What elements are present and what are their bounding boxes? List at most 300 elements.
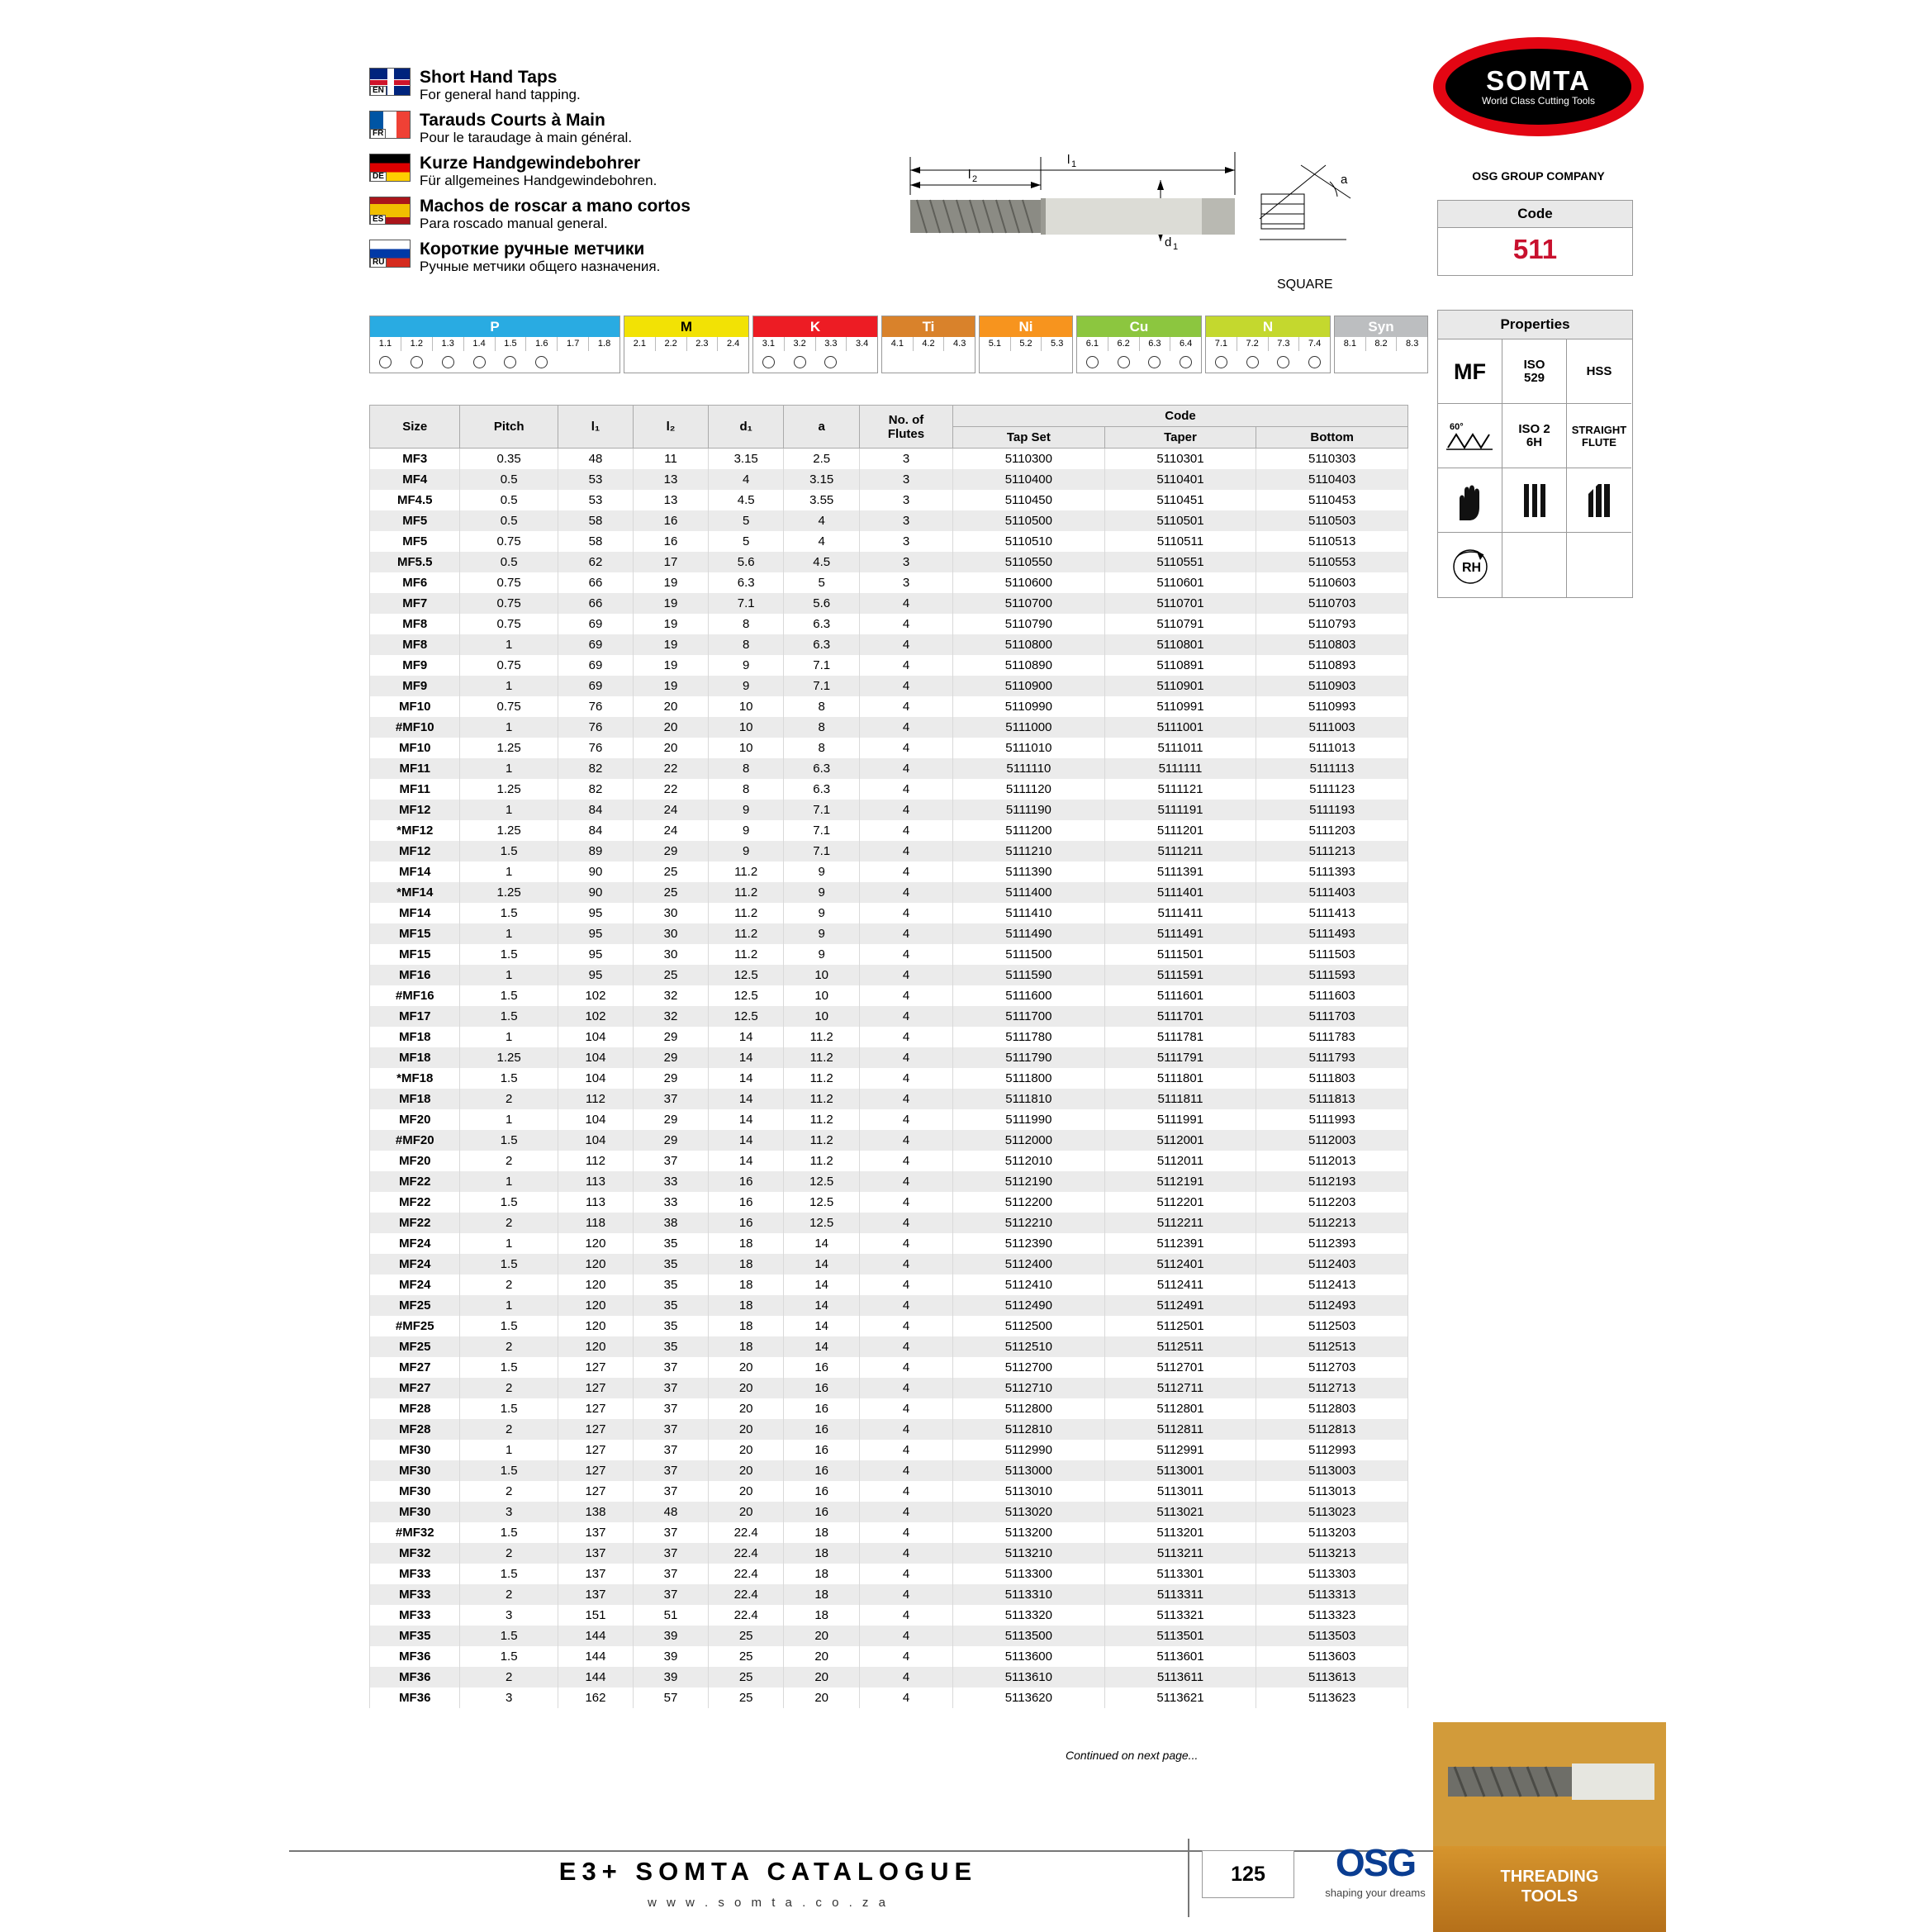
- table-cell: 5110791: [1104, 614, 1256, 634]
- table-cell: 3.15: [784, 469, 860, 490]
- language-row-ru: [369, 240, 832, 275]
- table-cell: 4: [859, 758, 952, 779]
- table-cell: 5110501: [1104, 510, 1256, 531]
- table-cell: 16: [784, 1481, 860, 1502]
- table-cell: 5112190: [953, 1171, 1105, 1192]
- flag-uk-icon: [369, 68, 411, 96]
- table-row: [370, 1213, 1408, 1233]
- cell-size: MF22: [370, 1192, 460, 1213]
- table-cell: 5111113: [1256, 758, 1408, 779]
- table-cell: 95: [558, 944, 633, 965]
- table-cell: 5110453: [1256, 490, 1408, 510]
- table-cell: 5110903: [1256, 676, 1408, 696]
- table-cell: 5111780: [953, 1027, 1105, 1047]
- cell-size: *MF12: [370, 820, 460, 841]
- table-cell: 35: [634, 1254, 709, 1275]
- cell-size: MF5.5: [370, 552, 460, 572]
- table-cell: 5113201: [1104, 1522, 1256, 1543]
- table-cell: 19: [634, 572, 709, 593]
- table-cell: 37: [634, 1151, 709, 1171]
- somta-logo: [1433, 37, 1644, 136]
- property-hss: HSS: [1567, 339, 1631, 404]
- logo-tagline: World Class Cutting Tools: [1482, 95, 1595, 107]
- table-cell: 1.5: [460, 1522, 558, 1543]
- table-cell: 35: [634, 1316, 709, 1336]
- table-cell: 5111411: [1104, 903, 1256, 923]
- table-cell: 3: [859, 449, 952, 470]
- table-cell: 66: [558, 572, 633, 593]
- table-cell: 1.25: [460, 738, 558, 758]
- table-cell: 16: [634, 531, 709, 552]
- table-cell: 113: [558, 1171, 633, 1192]
- table-cell: 5113611: [1104, 1667, 1256, 1688]
- table-cell: 120: [558, 1233, 633, 1254]
- table-cell: 1.5: [460, 1646, 558, 1667]
- table-cell: 5113203: [1256, 1522, 1408, 1543]
- table-cell: 1.5: [460, 1068, 558, 1089]
- table-row: [370, 738, 1408, 758]
- table-cell: 38: [634, 1213, 709, 1233]
- table-cell: 4: [859, 862, 952, 882]
- table-cell: 18: [708, 1295, 784, 1316]
- property-iso2-6h: ISO 2 6H: [1502, 404, 1567, 468]
- table-cell: 137: [558, 1564, 633, 1584]
- table-cell: 3: [460, 1605, 558, 1626]
- table-cell: 5110701: [1104, 593, 1256, 614]
- table-cell: 5112211: [1104, 1213, 1256, 1233]
- table-cell: 12.5: [708, 1006, 784, 1027]
- table-row: [370, 944, 1408, 965]
- table-cell: 5112400: [953, 1254, 1105, 1275]
- table-cell: 11.2: [708, 944, 784, 965]
- col-code-group: Code: [953, 406, 1408, 427]
- table-cell: 5111191: [1104, 800, 1256, 820]
- table-cell: 5112003: [1256, 1130, 1408, 1151]
- table-cell: 57: [634, 1688, 709, 1708]
- table-cell: 20: [708, 1440, 784, 1460]
- table-cell: 5112213: [1256, 1213, 1408, 1233]
- table-cell: 6.3: [708, 572, 784, 593]
- material-group-syn: [1334, 316, 1428, 373]
- lang-code-de: DE: [370, 172, 387, 182]
- table-row: [370, 1254, 1408, 1275]
- table-cell: 5111800: [953, 1068, 1105, 1089]
- table-cell: 25: [708, 1626, 784, 1646]
- table-cell: 5113501: [1104, 1626, 1256, 1646]
- table-cell: 8: [708, 779, 784, 800]
- table-cell: 19: [634, 634, 709, 655]
- table-cell: 4: [859, 1688, 952, 1708]
- lang-desc-ru: Ручные метчики общего назначения.: [420, 259, 661, 274]
- table-cell: 1: [460, 717, 558, 738]
- table-cell: 69: [558, 634, 633, 655]
- svg-text:2: 2: [972, 174, 978, 184]
- table-cell: 1: [460, 634, 558, 655]
- cell-size: MF11: [370, 758, 460, 779]
- table-cell: 5111123: [1256, 779, 1408, 800]
- table-cell: 30: [634, 944, 709, 965]
- table-cell: 1.5: [460, 903, 558, 923]
- table-cell: 5112390: [953, 1233, 1105, 1254]
- table-cell: 5111110: [953, 758, 1105, 779]
- table-cell: 5110551: [1104, 552, 1256, 572]
- cell-size: MF36: [370, 1646, 460, 1667]
- table-cell: 1: [460, 758, 558, 779]
- table-cell: 4: [859, 1254, 952, 1275]
- table-cell: 0.75: [460, 696, 558, 717]
- table-cell: 5111810: [953, 1089, 1105, 1109]
- table-cell: 2: [460, 1336, 558, 1357]
- table-cell: 104: [558, 1109, 633, 1130]
- table-row: [370, 1336, 1408, 1357]
- table-cell: 1: [460, 1027, 558, 1047]
- table-cell: 33: [634, 1171, 709, 1192]
- table-cell: 6.3: [784, 634, 860, 655]
- table-cell: 137: [558, 1543, 633, 1564]
- table-cell: 11.2: [784, 1047, 860, 1068]
- table-cell: 5111403: [1256, 882, 1408, 903]
- language-row-de: [369, 154, 832, 189]
- table-cell: 9: [708, 676, 784, 696]
- table-cell: 5111813: [1256, 1089, 1408, 1109]
- table-cell: 95: [558, 965, 633, 985]
- table-cell: 14: [708, 1109, 784, 1130]
- table-cell: 5113311: [1104, 1584, 1256, 1605]
- table-row: [370, 510, 1408, 531]
- table-row: [370, 779, 1408, 800]
- table-cell: 5112011: [1104, 1151, 1256, 1171]
- table-row: [370, 758, 1408, 779]
- table-cell: 5111701: [1104, 1006, 1256, 1027]
- table-cell: 69: [558, 676, 633, 696]
- table-cell: 35: [634, 1336, 709, 1357]
- table-cell: 5111200: [953, 820, 1105, 841]
- table-cell: 4: [859, 614, 952, 634]
- properties-box: [1437, 310, 1633, 598]
- cell-size: MF30: [370, 1502, 460, 1522]
- table-cell: 14: [784, 1316, 860, 1336]
- material-sub: 2.2: [656, 337, 687, 351]
- cell-size: MF32: [370, 1543, 460, 1564]
- table-cell: 25: [708, 1667, 784, 1688]
- table-cell: 5.6: [784, 593, 860, 614]
- table-cell: 5111700: [953, 1006, 1105, 1027]
- table-cell: 37: [634, 1357, 709, 1378]
- table-cell: 53: [558, 469, 633, 490]
- table-cell: 104: [558, 1027, 633, 1047]
- table-cell: 0.5: [460, 552, 558, 572]
- lang-title-es: Machos de roscar a mano cortos: [420, 197, 691, 216]
- table-cell: 5111193: [1256, 800, 1408, 820]
- table-cell: 37: [634, 1584, 709, 1605]
- lang-desc-en: For general hand tapping.: [420, 87, 581, 102]
- language-row-en: [369, 68, 832, 103]
- table-cell: 39: [634, 1667, 709, 1688]
- table-row: [370, 1171, 1408, 1192]
- cell-size: MF14: [370, 903, 460, 923]
- table-cell: 5111591: [1104, 965, 1256, 985]
- code-box-header: Code: [1438, 201, 1632, 228]
- table-cell: 4: [859, 1543, 952, 1564]
- table-cell: 112: [558, 1089, 633, 1109]
- property-iso529: ISO 529: [1502, 339, 1567, 404]
- table-row: [370, 841, 1408, 862]
- table-cell: 144: [558, 1667, 633, 1688]
- cell-size: MF11: [370, 779, 460, 800]
- svg-text:d: d: [1165, 235, 1172, 249]
- table-cell: 5111013: [1256, 738, 1408, 758]
- table-cell: 5111213: [1256, 841, 1408, 862]
- code-box-value: 511: [1512, 234, 1558, 264]
- table-cell: 7.1: [784, 841, 860, 862]
- table-cell: 4: [859, 779, 952, 800]
- table-cell: 5111790: [953, 1047, 1105, 1068]
- table-cell: 5110553: [1256, 552, 1408, 572]
- table-cell: 5110803: [1256, 634, 1408, 655]
- table-cell: 0.5: [460, 490, 558, 510]
- table-cell: 5111410: [953, 903, 1105, 923]
- table-cell: 37: [634, 1089, 709, 1109]
- svg-text:RH: RH: [1461, 561, 1481, 575]
- table-cell: 5111190: [953, 800, 1105, 820]
- table-cell: 3: [859, 469, 952, 490]
- table-cell: 5110790: [953, 614, 1105, 634]
- cell-size: MF6: [370, 572, 460, 593]
- table-cell: 18: [708, 1275, 784, 1295]
- table-cell: 14: [708, 1027, 784, 1047]
- table-row: [370, 1316, 1408, 1336]
- table-cell: 14: [708, 1151, 784, 1171]
- table-cell: 22.4: [708, 1605, 784, 1626]
- property-empty-1: [1502, 533, 1567, 597]
- table-cell: 5110800: [953, 634, 1105, 655]
- table-cell: 0.75: [460, 593, 558, 614]
- table-cell: 35: [634, 1295, 709, 1316]
- table-cell: 32: [634, 1006, 709, 1027]
- table-cell: 5113310: [953, 1584, 1105, 1605]
- table-cell: 5111993: [1256, 1109, 1408, 1130]
- material-group-p: [369, 316, 620, 373]
- cell-size: MF36: [370, 1667, 460, 1688]
- language-block: [369, 68, 832, 282]
- table-cell: 1.5: [460, 1626, 558, 1646]
- table-cell: 5112001: [1104, 1130, 1256, 1151]
- table-cell: 5110801: [1104, 634, 1256, 655]
- table-cell: 1.5: [460, 944, 558, 965]
- table-cell: 5112391: [1104, 1233, 1256, 1254]
- cell-size: MF5: [370, 531, 460, 552]
- table-row: [370, 923, 1408, 944]
- table-cell: 37: [634, 1460, 709, 1481]
- table-cell: 3: [460, 1502, 558, 1522]
- table-body: [370, 449, 1408, 1709]
- table-cell: 4: [859, 985, 952, 1006]
- table-cell: 12.5: [708, 965, 784, 985]
- cell-size: MF18: [370, 1027, 460, 1047]
- material-group-ti: [881, 316, 975, 373]
- table-cell: 5: [708, 510, 784, 531]
- property-empty-2: [1567, 533, 1631, 597]
- table-cell: 4: [859, 800, 952, 820]
- table-cell: 1: [460, 965, 558, 985]
- table-cell: 3.15: [708, 449, 784, 470]
- svg-text:60°: 60°: [1449, 421, 1464, 432]
- table-cell: 127: [558, 1419, 633, 1440]
- footer-url[interactable]: w w w . s o m t a . c o . z a: [648, 1896, 889, 1910]
- right-hand-icon: [1438, 533, 1502, 597]
- table-cell: 39: [634, 1646, 709, 1667]
- table-row: [370, 1626, 1408, 1646]
- table-cell: 12.5: [784, 1171, 860, 1192]
- cell-size: MF35: [370, 1626, 460, 1646]
- language-row-es: [369, 197, 832, 232]
- svg-text:l: l: [968, 168, 971, 182]
- table-cell: 32: [634, 985, 709, 1006]
- table-cell: 0.75: [460, 531, 558, 552]
- table-cell: 127: [558, 1440, 633, 1460]
- material-sub: 1.7: [558, 337, 589, 351]
- specification-table: [369, 405, 1408, 1708]
- table-cell: 33: [634, 1192, 709, 1213]
- language-row-fr: [369, 111, 832, 146]
- flag-russia-icon: [369, 240, 411, 268]
- table-row: [370, 903, 1408, 923]
- table-cell: 5113623: [1256, 1688, 1408, 1708]
- material-sub: 7.1: [1206, 337, 1237, 351]
- table-cell: 127: [558, 1460, 633, 1481]
- table-cell: 113: [558, 1192, 633, 1213]
- table-cell: 18: [708, 1254, 784, 1275]
- table-cell: 90: [558, 882, 633, 903]
- material-sub: 3.2: [785, 337, 816, 351]
- table-cell: 4: [859, 634, 952, 655]
- table-cell: 12.5: [784, 1213, 860, 1233]
- table-cell: 13: [634, 469, 709, 490]
- material-sub: 1.4: [464, 337, 496, 351]
- cell-size: MF4.5: [370, 490, 460, 510]
- table-row: [370, 1398, 1408, 1419]
- material-sub: 1.3: [433, 337, 464, 351]
- table-cell: 29: [634, 1027, 709, 1047]
- lang-title-ru: Короткие ручные метчики: [420, 240, 645, 259]
- material-sub: 5.1: [980, 337, 1011, 351]
- table-cell: 14: [708, 1047, 784, 1068]
- table-cell: 4: [859, 1646, 952, 1667]
- table-cell: 16: [708, 1192, 784, 1213]
- svg-text:1: 1: [1071, 159, 1077, 169]
- table-cell: 22: [634, 758, 709, 779]
- table-cell: 5110991: [1104, 696, 1256, 717]
- table-cell: 5112411: [1104, 1275, 1256, 1295]
- table-cell: 5110403: [1256, 469, 1408, 490]
- table-cell: 1.5: [460, 1460, 558, 1481]
- table-cell: 16: [634, 510, 709, 531]
- table-cell: 127: [558, 1378, 633, 1398]
- material-sub: 4.1: [882, 337, 914, 351]
- cell-size: MF24: [370, 1275, 460, 1295]
- property-mf: MF: [1438, 339, 1502, 404]
- table-cell: 22: [634, 779, 709, 800]
- table-cell: 5113503: [1256, 1626, 1408, 1646]
- table-cell: 0.35: [460, 449, 558, 470]
- table-cell: 16: [784, 1502, 860, 1522]
- table-cell: 5110601: [1104, 572, 1256, 593]
- table-cell: 11.2: [784, 1130, 860, 1151]
- table-cell: 5113601: [1104, 1646, 1256, 1667]
- table-cell: 20: [708, 1398, 784, 1419]
- table-cell: 5113210: [953, 1543, 1105, 1564]
- table-cell: 29: [634, 1047, 709, 1068]
- material-sub: 7.3: [1269, 337, 1300, 351]
- table-cell: 4: [859, 655, 952, 676]
- table-cell: 102: [558, 985, 633, 1006]
- table-row: [370, 1584, 1408, 1605]
- table-cell: 2: [460, 1481, 558, 1502]
- table-cell: 120: [558, 1295, 633, 1316]
- table-cell: 5112713: [1256, 1378, 1408, 1398]
- material-sub: 5.3: [1051, 339, 1064, 349]
- table-cell: 5110993: [1256, 696, 1408, 717]
- table-cell: 9: [784, 862, 860, 882]
- table-cell: 18: [784, 1543, 860, 1564]
- table-cell: 5112013: [1256, 1151, 1408, 1171]
- table-row: [370, 1047, 1408, 1068]
- cell-size: MF17: [370, 1006, 460, 1027]
- table-cell: 5112413: [1256, 1275, 1408, 1295]
- table-cell: 5113500: [953, 1626, 1105, 1646]
- table-cell: 16: [784, 1460, 860, 1481]
- table-cell: 5112711: [1104, 1378, 1256, 1398]
- table-cell: 11.2: [784, 1151, 860, 1171]
- material-sub: 7.2: [1237, 337, 1269, 351]
- table-cell: 5111593: [1256, 965, 1408, 985]
- table-row: [370, 1275, 1408, 1295]
- table-cell: 5112210: [953, 1213, 1105, 1233]
- table-cell: 4: [859, 841, 952, 862]
- table-cell: 1: [460, 800, 558, 820]
- cell-size: MF10: [370, 738, 460, 758]
- table-cell: 20: [708, 1502, 784, 1522]
- table-cell: 1.5: [460, 841, 558, 862]
- table-cell: 1: [460, 1109, 558, 1130]
- table-cell: 4: [859, 738, 952, 758]
- table-cell: 5112991: [1104, 1440, 1256, 1460]
- table-cell: 0.75: [460, 572, 558, 593]
- table-cell: 4: [859, 1027, 952, 1047]
- table-cell: 51: [634, 1605, 709, 1626]
- table-cell: 4: [859, 1502, 952, 1522]
- table-cell: 9: [784, 944, 860, 965]
- table-cell: 16: [784, 1419, 860, 1440]
- table-cell: 5112201: [1104, 1192, 1256, 1213]
- table-cell: 58: [558, 531, 633, 552]
- table-cell: 2: [460, 1667, 558, 1688]
- table-cell: 2: [460, 1584, 558, 1605]
- table-cell: 138: [558, 1502, 633, 1522]
- table-cell: 25: [634, 862, 709, 882]
- cell-size: #MF16: [370, 985, 460, 1006]
- svg-text:a: a: [1341, 173, 1348, 187]
- table-cell: 5110500: [953, 510, 1105, 531]
- table-cell: 5111413: [1256, 903, 1408, 923]
- table-cell: 5111201: [1104, 820, 1256, 841]
- lang-desc-es: Para roscado manual general.: [420, 216, 608, 231]
- table-cell: 18: [708, 1316, 784, 1336]
- table-cell: 0.5: [460, 469, 558, 490]
- material-title-n: N: [1206, 316, 1330, 337]
- table-cell: 39: [634, 1626, 709, 1646]
- table-row: [370, 1460, 1408, 1481]
